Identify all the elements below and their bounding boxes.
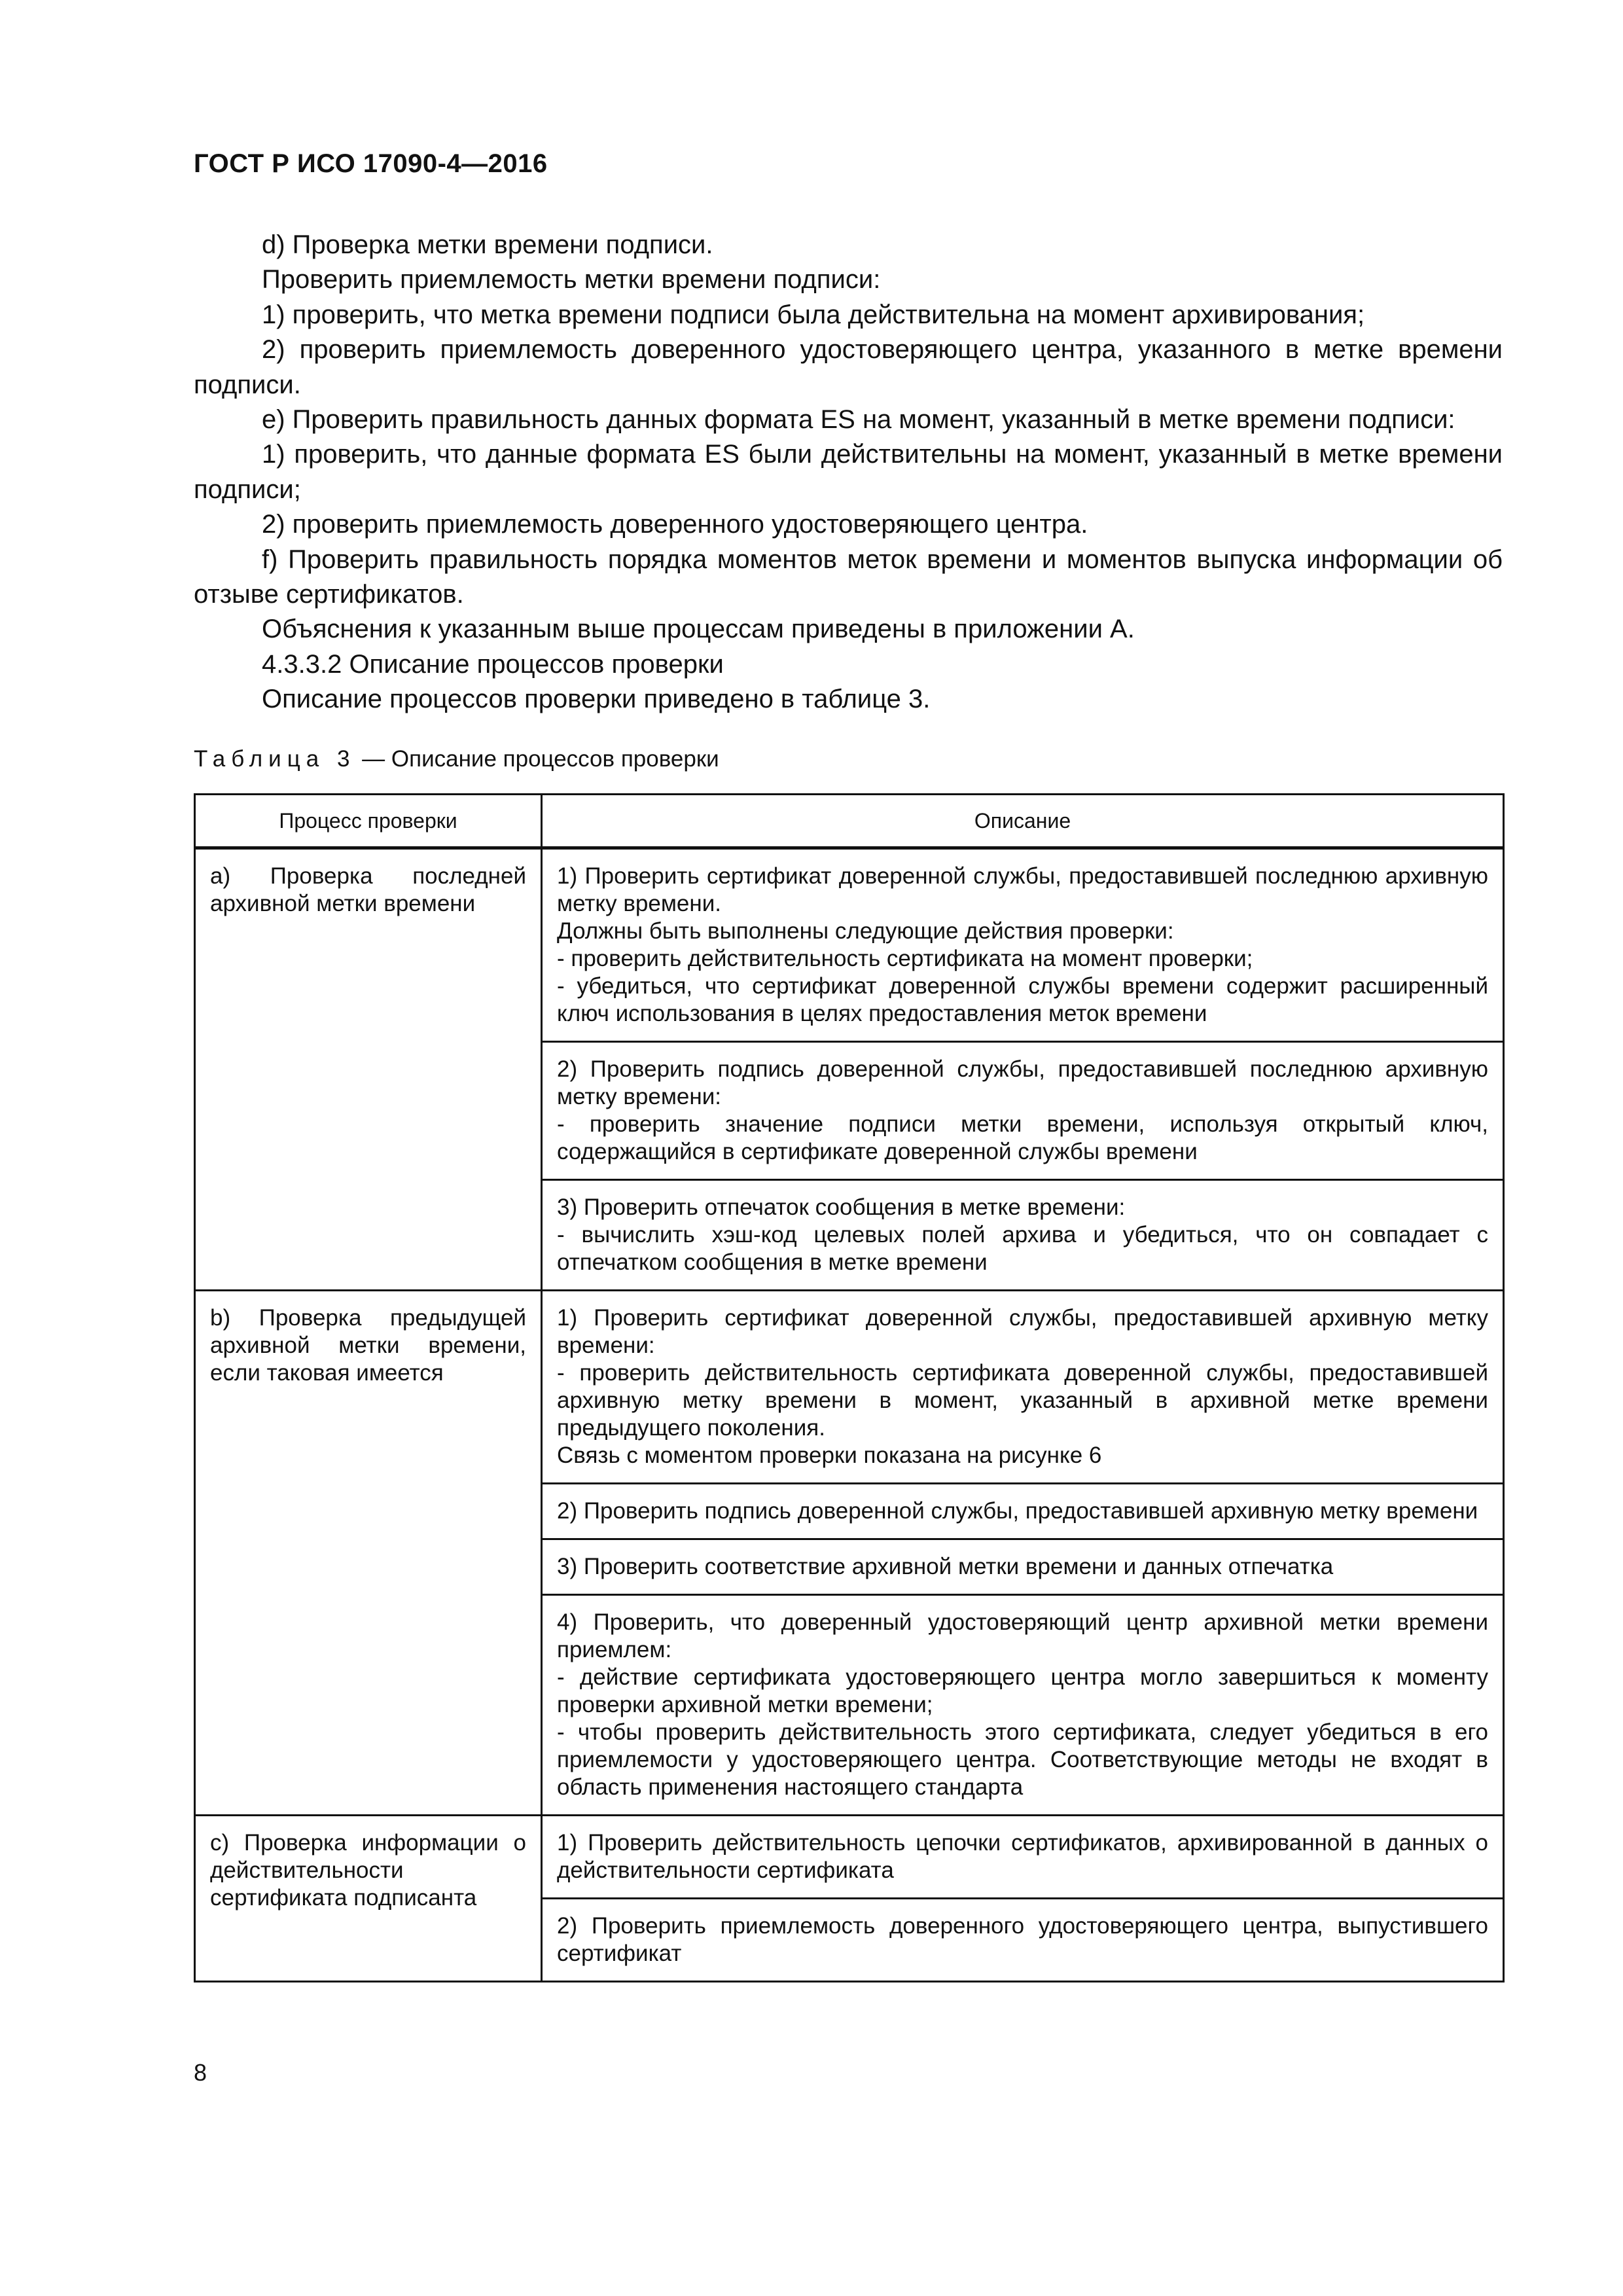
description-line: 2) Проверить подпись доверенной службы, предоставившей архивную метку времени <box>557 1498 1478 1524</box>
description-line: - чтобы проверить действительность этого сертификата, следует убедиться в его приемлемости у удостоверяющего центра. Соответствующие методы не входят в область применения настоящего стандарта <box>557 1719 1488 1800</box>
description-cell <box>542 1291 1504 1484</box>
description-line: - проверить действительность сертификата доверенной службы, предоставившей архивную метку времени в момент, указанный в архивной метке времени предыдущего поколения. <box>557 1360 1488 1441</box>
section-heading: 4.3.3.2 Описание процессов проверки <box>262 649 724 679</box>
description-line: - вычислить хэш-код целевых полей архива и убедиться, что он совпадает с отпечатком сообщения в метке времени <box>557 1222 1488 1275</box>
description-cell <box>542 1042 1504 1180</box>
paragraph: d) Проверка метки времени подписи. <box>262 230 713 259</box>
process-cell: b) Проверка предыдущей архивной метки времени, если таковая имеется <box>195 1291 542 1816</box>
description-line: 3) Проверить отпечаток сообщения в метке времени: <box>557 1194 1126 1220</box>
description-cell <box>542 1595 1504 1816</box>
paragraph: Проверить приемлемость метки времени подписи: <box>262 265 881 295</box>
process-cell: с) Проверка информации о действительности сертификата подписанта <box>195 1816 542 1982</box>
paragraph: Объяснения к указанным выше процессам приведены в приложении А. <box>262 615 1135 644</box>
description-cell <box>542 1816 1504 1899</box>
table-caption-label: Таблица 3 <box>194 746 356 772</box>
verification-process-table <box>194 793 1505 1982</box>
description-cell <box>542 848 1504 1042</box>
table-header-row <box>195 795 1504 848</box>
table-row <box>195 848 1504 1042</box>
process-cell: а) Проверка последней архивной метки времени <box>195 848 542 1291</box>
description-line: 4) Проверить, что доверенный удостоверяющий центр архивной метки времени приемлем: <box>557 1609 1488 1662</box>
description-line: - убедиться, что сертификат доверенной службы времени содержит расширенный ключ использования в целях предоставления меток времени <box>557 973 1488 1026</box>
table-caption-title: Описание процессов проверки <box>391 746 719 772</box>
paragraph: f) Проверить правильность порядка моментов меток времени и моментов выпуска информации об отзыве сертификатов. <box>194 545 1503 609</box>
paragraph: е) Проверить правильность данных формата ES на момент, указанный в метке времени подписи: <box>262 405 1455 435</box>
table-row <box>195 1291 1504 1484</box>
page-number: 8 <box>194 2059 207 2086</box>
document-standard-header: ГОСТ Р ИСО 17090-4—2016 <box>194 149 548 178</box>
description-line: 3) Проверить соответствие архивной метки времени и данных отпечатка <box>557 1554 1334 1579</box>
paragraph: 2) проверить приемлемость доверенного удостоверяющего центра, указанного в метке времени подписи. <box>194 335 1503 399</box>
description-line: - действие сертификата удостоверяющего центра могло завершиться к моменту проверки архивной метки времени; <box>557 1664 1488 1717</box>
description-cell <box>542 1539 1504 1595</box>
description-cell <box>542 1180 1504 1291</box>
description-line: - проверить значение подписи метки времени, используя открытый ключ, содержащийся в сертификате доверенной службы времени <box>557 1111 1488 1164</box>
body-text <box>194 228 1503 717</box>
paragraph: 2) проверить приемлемость доверенного удостоверяющего центра. <box>262 510 1088 539</box>
description-cell <box>542 1484 1504 1539</box>
description-line: 1) Проверить действительность цепочки сертификатов, архивированной в данных о действительности сертификата <box>557 1830 1488 1883</box>
table-row <box>195 1816 1504 1899</box>
column-header-process: Процесс проверки <box>195 795 542 848</box>
description-line: 1) Проверить сертификат доверенной службы, предоставившей последнюю архивную метку времени. <box>557 863 1488 916</box>
description-line: Связь с моментом проверки показана на рисунке 6 <box>557 1443 1102 1468</box>
paragraph: 1) проверить, что метка времени подписи была действительна на момент архивирования; <box>262 300 1365 329</box>
column-header-description: Описание <box>542 795 1504 848</box>
description-line: 2) Проверить подпись доверенной службы, предоставившей последнюю архивную метку времени: <box>557 1056 1488 1109</box>
paragraph: 1) проверить, что данные формата ES были действительны на момент, указанный в метке времени подписи; <box>194 440 1503 504</box>
description-cell <box>542 1899 1504 1982</box>
description-line: - проверить действительность сертификата на момент проверки; <box>557 946 1253 971</box>
paragraph: Описание процессов проверки приведено в таблице 3. <box>262 685 931 714</box>
description-line: Должны быть выполнены следующие действия проверки: <box>557 918 1174 944</box>
table-body <box>195 848 1504 1982</box>
description-line: 1) Проверить сертификат доверенной службы, предоставившей архивную метку времени: <box>557 1305 1488 1358</box>
table-caption-dash: — <box>362 746 385 772</box>
table-caption <box>194 746 719 772</box>
description-line: 2) Проверить приемлемость доверенного удостоверяющего центра, выпустившего сертификат <box>557 1913 1488 1966</box>
